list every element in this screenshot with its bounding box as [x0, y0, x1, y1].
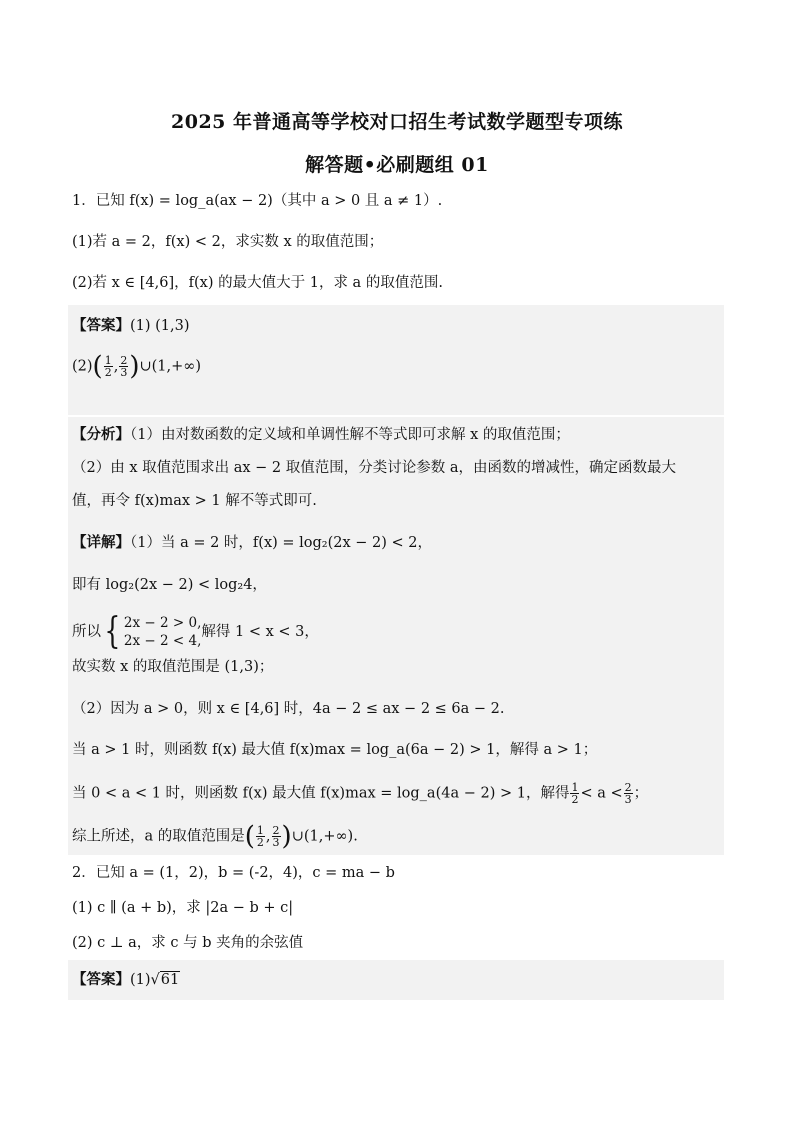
q1-answer2-prefix: (2) [72, 358, 93, 375]
frac-num: 1 [104, 354, 112, 367]
frac-num: 1 [571, 781, 579, 794]
radicand: 61 [160, 972, 180, 988]
q1-answer-line1 [72, 316, 724, 336]
q1-analysis2: （2）由 x 取值范围求出 ax − 2 取值范围，分类讨论参数 a，由函数的增减性，确定函数最大 [72, 460, 677, 476]
detail-label: 【详解】 [72, 534, 130, 551]
q1-detail3-prefix: 所以 [72, 624, 101, 640]
q1-detail7-suffix: ； [633, 785, 649, 802]
q2-answer1-prefix: (1) [130, 972, 151, 988]
frac-den: 2 [256, 836, 264, 849]
frac-den: 3 [120, 366, 128, 379]
q1-answer-line2: (2)( $\frac{1}{2}$ , $\frac{2}{3}$ )∪(1,+∞) [72, 351, 201, 382]
document-subtitle: 解答题•必刷题组 01 [305, 154, 489, 176]
q1-analysis3: 值，再令 f(x)max > 1 解不等式即可. [72, 493, 317, 509]
q1-detail7-prefix: 当 0 < a < 1 时，则函数 f(x) 最大值 f(x)max = log_a(4a − 2) > 1，解得 [72, 785, 570, 802]
q2-part2: (2) c ⊥ a，求 c 与 b 夹角的余弦值 [72, 935, 304, 951]
q1-answer1: (1) (1,3) [130, 318, 190, 334]
q1-detail-line8: 综上所述，a 的取值范围是( $\frac{1}{2}$ , $\frac{2}{3}$ )∪(1,+∞). [72, 821, 358, 852]
q1-part1: (1)若 a = 2，f(x) < 2，求实数 x 的取值范围； [72, 234, 384, 250]
q1-detail2: 即有 log₂(2x − 2) < log₂4， [72, 577, 267, 593]
q1-stem: 1．已知 f(x) = log_a(ax − 2)（其中 a > 0 且 a ≠ 1）. [72, 193, 443, 209]
sqrt-expression: √61 [150, 972, 180, 988]
document-title: 2025 年普通高等学校对口招生考试数学题型专项练 [171, 111, 623, 133]
q2-answer-line1 [72, 970, 724, 990]
frac-num: 2 [624, 781, 632, 794]
system-row-2: 2x − 2 < 4, [123, 633, 202, 649]
analysis-label: 【分析】 [72, 426, 130, 443]
frac-num: 2 [272, 824, 280, 837]
frac-den: 3 [624, 793, 632, 806]
q1-detail-line3: 所以{ 2x − 2 > 0, 2x − 2 < 4, 解得 1 < x < 3， [72, 611, 319, 652]
q1-detail-line7 [72, 782, 724, 805]
frac-num: 1 [256, 824, 264, 837]
q1-analysis1: （1）由对数函数的定义域和单调性解不等式即可求解 x 的取值范围； [130, 427, 570, 443]
frac-den: 3 [272, 836, 280, 849]
q1-detail8-suffix: ∪(1,+∞). [291, 828, 358, 845]
q1-detail1: （1）当 a = 2 时，f(x) = log₂(2x − 2) < 2， [130, 535, 433, 551]
frac-den: 2 [104, 366, 112, 379]
q1-analysis-line1 [72, 425, 724, 445]
q1-answer2-suffix: ∪(1,+∞) [139, 358, 201, 375]
q1-detail8-prefix: 综上所述，a 的取值范围是 [72, 828, 245, 845]
q1-detail4: 故实数 x 的取值范围是 (1,3)； [72, 659, 274, 675]
frac-den: 2 [571, 793, 579, 806]
answer-label: 【答案】 [72, 317, 130, 334]
q2-stem: 2．已知 a = (1，2)，b = (-2，4)，c = ma − b [72, 865, 395, 881]
q2-part1: (1) c ∥ (a + b)，求 |2a − b + c| [72, 900, 294, 916]
q1-detail-line1 [72, 533, 724, 553]
frac-num: 2 [120, 354, 128, 367]
q1-detail5: （2）因为 a > 0，则 x ∈ [4,6] 时，4a − 2 ≤ ax − 2 ≤ 6a − 2. [72, 701, 505, 717]
answer-label: 【答案】 [72, 971, 130, 988]
q1-detail7-mid: < a < [580, 785, 623, 802]
q1-part2: (2)若 x ∈ [4,6]，f(x) 的最大值大于 1，求 a 的取值范围. [72, 275, 443, 291]
q1-detail6: 当 a > 1 时，则函数 f(x) 最大值 f(x)max = log_a(6a − 2) > 1，解得 a > 1； [72, 742, 598, 758]
system-row-1: 2x − 2 > 0, [123, 615, 202, 631]
q1-detail3-suffix: 解得 1 < x < 3， [201, 624, 319, 640]
